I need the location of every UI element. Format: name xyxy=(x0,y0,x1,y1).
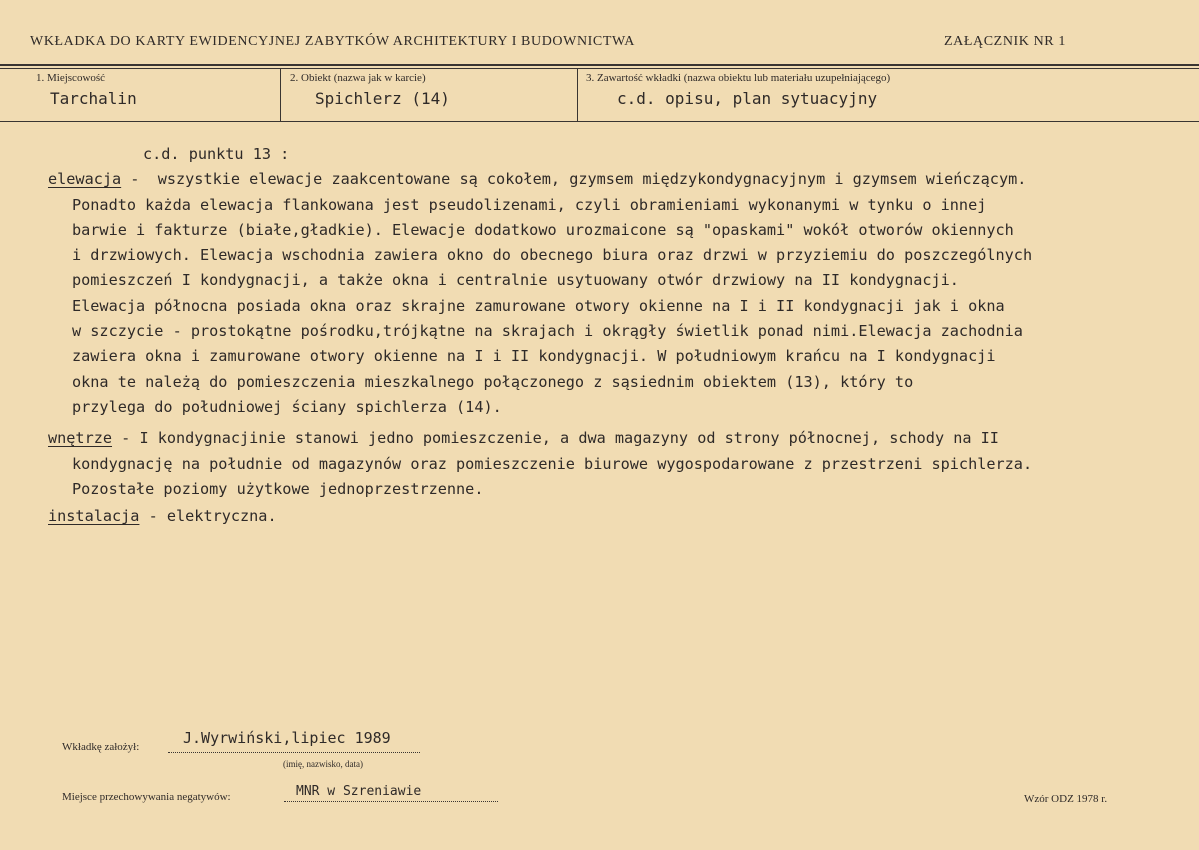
field-value-locality: Tarchalin xyxy=(50,89,137,108)
wnetrze-first-text: - I kondygnacjinie stanowi jedno pomieszczenie, a dwa magazyny od strony północnej, schody na II xyxy=(112,429,999,447)
wnetrze-line: kondygnację na południe od magazynów oraz pomieszczenie biurowe wygospodarowane z przestrzeni spichlerza. xyxy=(72,455,1033,473)
field-value-object: Spichlerz (14) xyxy=(315,89,450,108)
negatives-dotted-line xyxy=(284,801,498,802)
elewacja-line: przylega do południowej ściany spichlerza (14). xyxy=(72,398,502,416)
instalacja-line xyxy=(48,506,277,526)
elewacja-line: zawiera okna i zamurowane otwory okienne na I i II kondygnacji. W południowym krańcu na I kondygnacji xyxy=(72,347,996,365)
section-term-wnetrze: wnętrze xyxy=(48,429,113,447)
founder-label: Wkładkę założył: xyxy=(62,741,140,753)
form-template-label: Wzór ODZ 1978 r. xyxy=(1024,793,1108,805)
form-title: WKŁADKA DO KARTY EWIDENCYJNEJ ZABYTKÓW ARCHITEKTURY I BUDOWNICTWA xyxy=(30,34,635,49)
founder-value: J.Wyrwiński,lipiec 1989 xyxy=(183,729,391,747)
elewacja-line: okna te należą do pomieszczenia mieszkalnego połączonego z sąsiednim obiektem (13), który to xyxy=(72,373,914,391)
founder-sublabel: (imię, nazwisko, data) xyxy=(283,759,363,769)
field-divider-1 xyxy=(280,69,281,121)
attachment-number: ZAŁĄCZNIK NR 1 xyxy=(944,34,1066,49)
field-label-contents: 3. Zawartość wkładki (nazwa obiektu lub materiału uzupełniającego) xyxy=(586,72,891,84)
field-label-locality: 1. Miejscowość xyxy=(36,72,106,84)
elewacja-line: Elewacja północna posiada okna oraz skrajne zamurowane otwory okienne na I i II kondygnacji jak i okna xyxy=(72,297,1005,315)
negatives-label: Miejsce przechowywania negatywów: xyxy=(62,791,231,803)
section-term-instalacja: instalacja xyxy=(48,507,140,525)
fields-bottom-rule xyxy=(0,121,1199,122)
elewacja-line: pomieszczeń I kondygnacji, a także okna i centralnie usytuowany otwór drzwiowy na II kondygnacji. xyxy=(72,271,959,289)
elewacja-first-line xyxy=(48,169,1026,189)
elewacja-line: w szczycie - prostokątne pośrodku,trójkątne na skrajach i okrągły świetlik ponad nimi.Elewacja zachodnia xyxy=(72,322,1023,340)
intro-line: c.d. punktu 13 : xyxy=(143,145,290,163)
field-divider-2 xyxy=(577,69,578,121)
section-term-elewacja: elewacja xyxy=(48,170,122,188)
negatives-value: MNR w Szreniawie xyxy=(296,784,422,799)
elewacja-line: Ponadto każda elewacja flankowana jest pseudolizenami, czyli obramieniami wykonanymi w tynku o innej xyxy=(72,196,987,214)
elewacja-first-text: - wszystkie elewacje zaakcentowane są cokołem, gzymsem międzykondygnacyjnym i gzymsem wieńczącym. xyxy=(121,170,1027,188)
instalacja-text: - elektryczna. xyxy=(139,507,277,525)
wnetrze-first-line xyxy=(48,428,999,448)
field-label-object: 2. Obiekt (nazwa jak w karcie) xyxy=(290,72,426,84)
header-rule-thick xyxy=(0,64,1199,66)
wnetrze-line: Pozostałe poziomy użytkowe jednoprzestrzenne. xyxy=(72,480,484,498)
header-rule-thin xyxy=(0,68,1199,69)
field-value-contents: c.d. opisu, plan sytuacyjny xyxy=(617,89,878,108)
elewacja-line: barwie i fakturze (białe,gładkie). Elewacje dodatkowo urozmaicone są "opaskami" wokół otworów okiennych xyxy=(72,221,1014,239)
founder-dotted-line xyxy=(168,752,420,753)
elewacja-line: i drzwiowych. Elewacja wschodnia zawiera okno do obecnego biura oraz drzwi w przyziemiu do poszczególnych xyxy=(72,246,1033,264)
